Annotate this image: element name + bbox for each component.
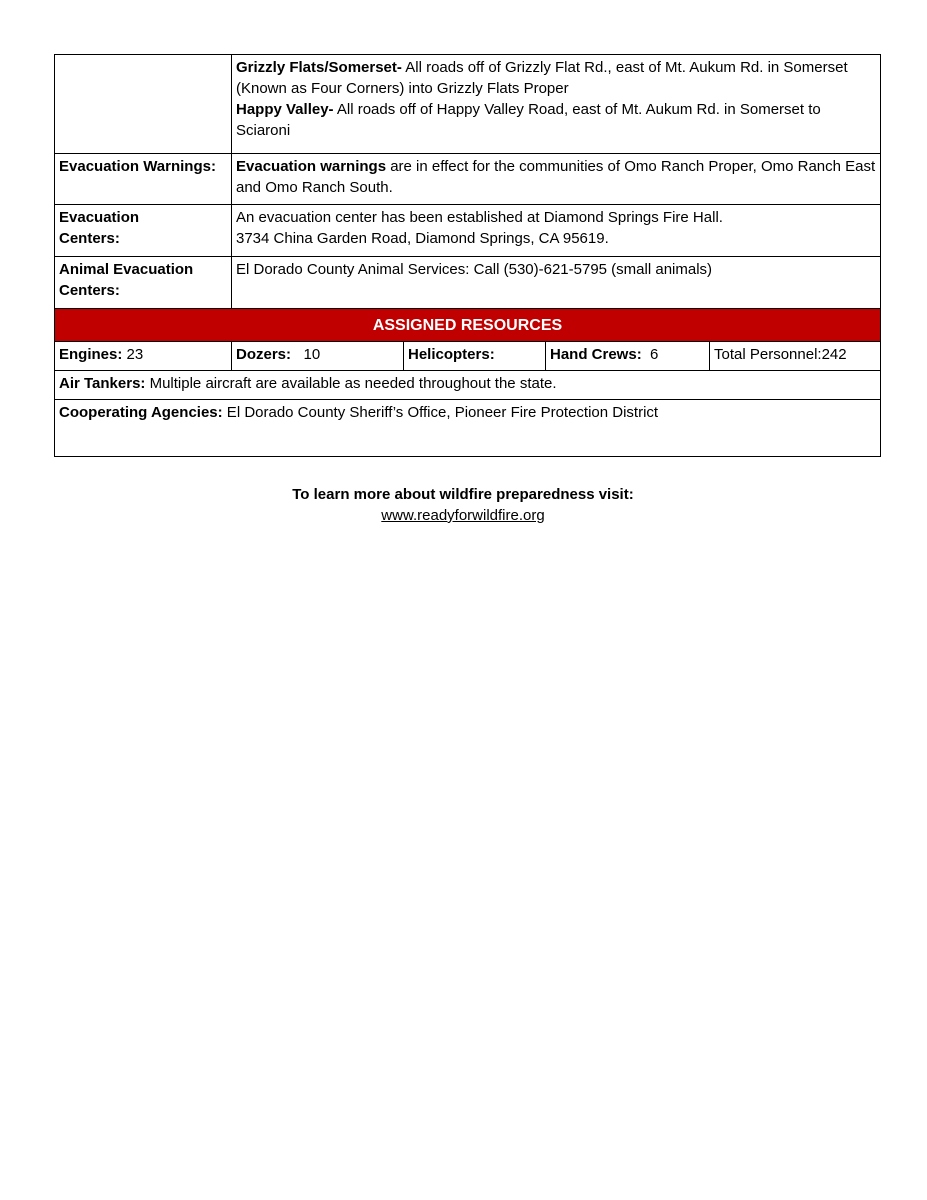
label-line: Centers: [59, 282, 120, 299]
assigned-resources-banner [55, 309, 881, 342]
total-personnel-value: 242 [821, 346, 847, 363]
evacuation-warnings-text: are in effect for the communities of Omo Ranch Proper, Omo Ranch East and Omo Ranch South. [236, 158, 876, 196]
air-tankers-cell [55, 371, 881, 400]
air-tankers-text: Multiple aircraft are available as needed throughout the state. [145, 375, 557, 392]
evacuation-warnings-row [55, 154, 881, 205]
area-description: All roads off of Happy Valley Road, east of Mt. Aukum Rd. in Somerset to Sciaroni [236, 101, 821, 139]
hand-crews-label: Hand Crews: [550, 346, 642, 363]
evacuation-centers-row [55, 205, 881, 257]
engines-label: Engines: [59, 346, 123, 363]
label-line: Animal Evacuation [59, 261, 194, 278]
area-happy-valley [236, 99, 876, 141]
evacuation-centers-label [55, 205, 232, 257]
animal-evacuation-centers-label [55, 257, 232, 309]
evacuation-warnings-cell [232, 154, 881, 205]
engines-value: 23 [122, 346, 144, 363]
evacuation-orders-continued-row [55, 55, 881, 154]
evacuation-orders-label-cell [55, 55, 232, 154]
resources-row [55, 342, 881, 371]
air-tankers-row [55, 371, 881, 400]
total-personnel-cell [710, 342, 881, 371]
dozers-cell [232, 342, 404, 371]
air-tankers-label: Air Tankers: [59, 375, 146, 392]
evacuation-warnings-lead: Evacuation warnings [236, 158, 387, 175]
evacuation-center-address: 3734 China Garden Road, Diamond Springs, CA 95619. [236, 230, 609, 247]
animal-evacuation-centers-cell: El Dorado County Animal Services: Call (530)-621-5795 (small animals) [232, 257, 881, 309]
animal-evacuation-centers-row [55, 257, 881, 309]
helicopters-label: Helicopters: [408, 346, 495, 363]
area-name: Grizzly Flats/Somerset- [236, 59, 402, 76]
cooperating-agencies-text: El Dorado County Sheriff’s Office, Pioneer Fire Protection District [222, 404, 659, 421]
cooperating-agencies-row [55, 400, 881, 457]
area-grizzly-flats [236, 57, 876, 99]
footer-heading: To learn more about wildfire preparedness visit: [292, 486, 634, 503]
incident-info-table [54, 54, 881, 457]
engines-cell [55, 342, 232, 371]
readyforwildfire-link[interactable]: www.readyforwildfire.org [381, 507, 545, 524]
helicopters-cell [404, 342, 546, 371]
cooperating-agencies-cell [55, 400, 881, 457]
evacuation-centers-cell [232, 205, 881, 257]
evacuation-center-name: An evacuation center has been established at Diamond Springs Fire Hall. [236, 209, 723, 226]
cooperating-agencies-label: Cooperating Agencies: [59, 404, 223, 421]
hand-crews-value: 6 [641, 346, 659, 363]
evacuation-orders-areas-cell [232, 55, 881, 154]
area-name: Happy Valley- [236, 101, 334, 118]
total-personnel-label: Total Personnel: [714, 346, 822, 363]
evacuation-warnings-label: Evacuation Warnings: [55, 154, 232, 205]
dozers-label: Dozers: [236, 346, 292, 363]
hand-crews-cell [546, 342, 710, 371]
area-description: All roads off of Grizzly Flat Rd., east of Mt. Aukum Rd. in Somerset (Known as Four Corners) into Grizzly Flats Proper [236, 59, 848, 97]
label-line: Evacuation [59, 209, 140, 226]
dozers-value: 10 [291, 346, 321, 363]
footer [54, 484, 872, 526]
label-line: Centers: [59, 230, 120, 247]
assigned-resources-heading: ASSIGNED RESOURCES [55, 309, 881, 342]
